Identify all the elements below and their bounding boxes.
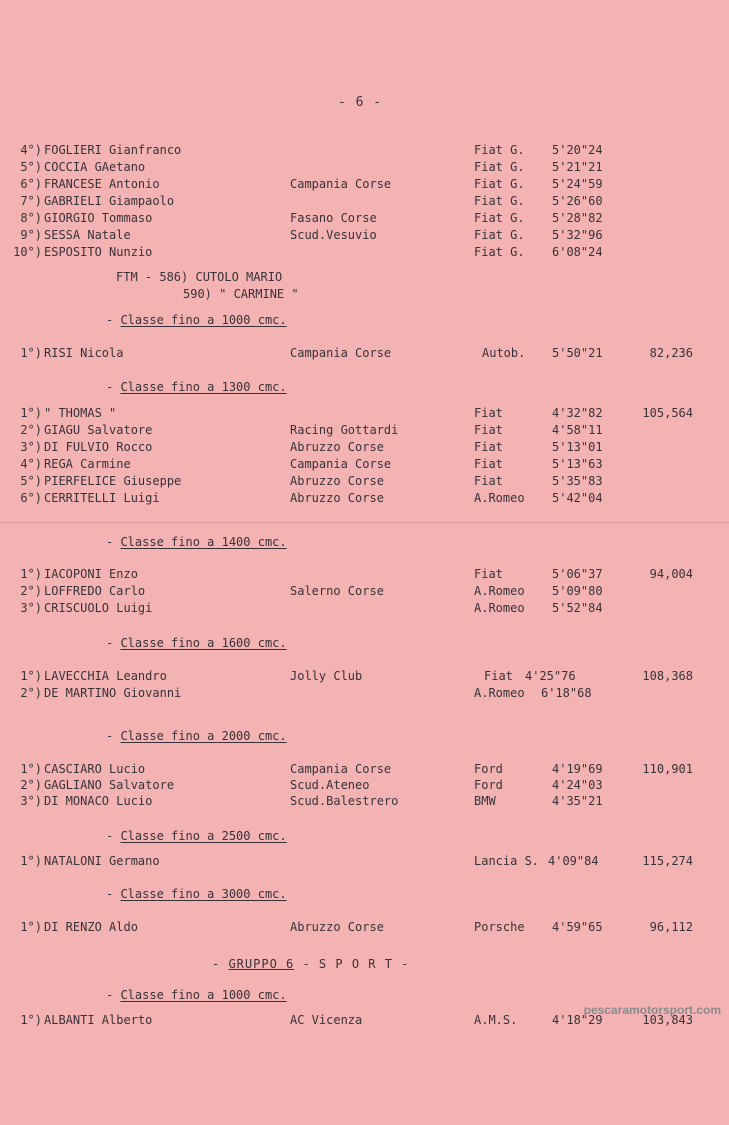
lap-time: 5'32"96 <box>552 228 603 242</box>
driver-name: GABRIELI Giampaolo <box>44 194 175 208</box>
car-model: Fiat G. <box>474 194 525 208</box>
team-name: Campania Corse <box>290 346 392 360</box>
driver-name: DI RENZO Aldo <box>44 920 138 934</box>
table-row <box>0 423 729 439</box>
team-name: Fasano Corse <box>290 211 377 225</box>
driver-name: RISI Nicola <box>44 346 124 360</box>
position: 10°) <box>13 245 42 259</box>
car-model: Fiat <box>474 440 503 454</box>
team-name: AC Vicenza <box>290 1013 363 1027</box>
position: 2°) <box>20 423 42 437</box>
lap-time: 5'35"83 <box>552 474 603 488</box>
team-name: Racing Gottardi <box>290 423 399 437</box>
driver-name: LOFFREDO Carlo <box>44 584 146 598</box>
avg-speed: 103,843 <box>642 1013 693 1027</box>
lap-time: 4'24"03 <box>552 778 603 792</box>
table-row <box>0 406 729 422</box>
team-name: Abruzzo Corse <box>290 920 384 934</box>
heading-dash: - <box>106 636 121 650</box>
driver-name: CASCIARO Lucio <box>44 762 146 776</box>
table-row <box>0 143 729 159</box>
driver-name: LAVECCHIA Leandro <box>44 669 167 683</box>
heading-title: Classe fino a 3000 cmc. <box>120 887 287 901</box>
lap-time: 4'09"84 <box>548 854 599 868</box>
position: 5°) <box>20 474 42 488</box>
table-row <box>0 762 729 778</box>
team-name: Abruzzo Corse <box>290 440 384 454</box>
heading-title: Classe fino a 1400 cmc. <box>120 535 287 549</box>
driver-name: DE MARTINO Giovanni <box>44 686 182 700</box>
page-number: - 6 - <box>338 95 383 110</box>
table-row <box>0 686 729 702</box>
lap-time: 5'21"21 <box>552 160 603 174</box>
position: 9°) <box>20 228 42 242</box>
lap-time: 4'25"76 <box>525 669 576 683</box>
position: 1°) <box>20 1013 42 1027</box>
car-model: Fiat <box>474 406 503 420</box>
avg-speed: 82,236 <box>649 346 693 360</box>
heading-title: Classe fino a 2500 cmc. <box>120 829 287 843</box>
group-title: GRUPPO 6 <box>228 957 295 971</box>
car-model: A.Romeo <box>474 584 525 598</box>
table-row <box>0 211 729 227</box>
driver-name: " THOMAS " <box>44 406 117 420</box>
table-row <box>0 584 729 600</box>
driver-name: GAGLIANO Salvatore <box>44 778 175 792</box>
lap-time: 5'09"80 <box>552 584 603 598</box>
avg-speed: 108,368 <box>642 669 693 683</box>
lap-time: 5'20"24 <box>552 143 603 157</box>
team-name: Abruzzo Corse <box>290 474 384 488</box>
position: 1°) <box>20 762 42 776</box>
ftm-line-2: 590) " CARMINE " <box>183 287 299 301</box>
lap-time: 4'35"21 <box>552 794 603 808</box>
position: 3°) <box>20 440 42 454</box>
driver-name: SESSA Natale <box>44 228 131 242</box>
lap-time: 5'52"84 <box>552 601 603 615</box>
position: 3°) <box>20 601 42 615</box>
watermark: pescaramotorsport.com <box>583 1003 721 1017</box>
lap-time: 4'19"69 <box>552 762 603 776</box>
table-row <box>0 245 729 261</box>
group-subtitle: - S P O R T - <box>294 957 410 971</box>
heading-dash: - <box>106 829 121 843</box>
car-model: Fiat <box>474 423 503 437</box>
team-name: Campania Corse <box>290 457 392 471</box>
car-model: Fiat G. <box>474 177 525 191</box>
team-name: Scud.Vesuvio <box>290 228 377 242</box>
class-heading <box>106 829 287 843</box>
driver-name: ALBANTI Alberto <box>44 1013 153 1027</box>
driver-name: GIORGIO Tommaso <box>44 211 153 225</box>
team-name: Campania Corse <box>290 762 392 776</box>
class-heading <box>106 313 287 327</box>
table-row <box>0 228 729 244</box>
car-model: Fiat G. <box>474 143 525 157</box>
table-row <box>0 794 729 810</box>
lap-time: 6'08"24 <box>552 245 603 259</box>
heading-dash: - <box>106 380 121 394</box>
car-model: Fiat <box>474 457 503 471</box>
heading-dash: - <box>106 988 121 1002</box>
position: 8°) <box>20 211 42 225</box>
position: 1°) <box>20 669 42 683</box>
lap-time: 5'28"82 <box>552 211 603 225</box>
lap-time: 4'32"82 <box>552 406 603 420</box>
car-model: Fiat <box>474 474 503 488</box>
avg-speed: 110,901 <box>642 762 693 776</box>
team-name: Jolly Club <box>290 669 363 683</box>
class-heading <box>106 988 287 1002</box>
car-model: Fiat <box>484 669 513 683</box>
car-model: Fiat G. <box>474 211 525 225</box>
driver-name: FOGLIERI Gianfranco <box>44 143 182 157</box>
position: 1°) <box>20 920 42 934</box>
table-row <box>0 778 729 794</box>
driver-name: IACOPONI Enzo <box>44 567 138 581</box>
class-heading <box>106 380 287 394</box>
car-model: Fiat G. <box>474 160 525 174</box>
class-heading <box>106 535 287 549</box>
heading-dash: - <box>106 313 121 327</box>
lap-time: 4'59"65 <box>552 920 603 934</box>
heading-dash: - <box>106 535 121 549</box>
driver-name: ESPOSITO Nunzio <box>44 245 153 259</box>
table-row <box>0 160 729 176</box>
driver-name: NATALONI Germano <box>44 854 160 868</box>
team-name: Campania Corse <box>290 177 392 191</box>
position: 5°) <box>20 160 42 174</box>
class-heading <box>106 636 287 650</box>
heading-title: Classe fino a 2000 cmc. <box>120 729 287 743</box>
position: 1°) <box>20 406 42 420</box>
car-model: A.M.S. <box>474 1013 518 1027</box>
table-row <box>0 457 729 473</box>
heading-title: Classe fino a 1000 cmc. <box>120 988 287 1002</box>
table-row <box>0 474 729 490</box>
car-model: BMW <box>474 794 496 808</box>
driver-name: DI FULVIO Rocco <box>44 440 153 454</box>
team-name: Scud.Ateneo <box>290 778 370 792</box>
position: 1°) <box>20 854 42 868</box>
lap-time: 4'58"11 <box>552 423 603 437</box>
ftm-line-1: FTM - 586) CUTOLO MARIO <box>116 270 283 284</box>
avg-speed: 94,004 <box>649 567 693 581</box>
table-row <box>0 440 729 456</box>
avg-speed: 105,564 <box>642 406 693 420</box>
heading-title: Classe fino a 1300 cmc. <box>120 380 287 394</box>
class-heading <box>106 729 287 743</box>
driver-name: COCCIA GAetano <box>44 160 146 174</box>
driver-name: FRANCESE Antonio <box>44 177 160 191</box>
driver-name: GIAGU Salvatore <box>44 423 153 437</box>
position: 3°) <box>20 794 42 808</box>
team-name: Abruzzo Corse <box>290 491 384 505</box>
heading-dash: - <box>106 887 121 901</box>
lap-time: 5'24"59 <box>552 177 603 191</box>
driver-name: REGA Carmine <box>44 457 131 471</box>
team-name: Salerno Corse <box>290 584 384 598</box>
group-heading <box>212 957 409 971</box>
heading-title: Classe fino a 1600 cmc. <box>120 636 287 650</box>
team-name: Scud.Balestrero <box>290 794 399 808</box>
position: 2°) <box>20 584 42 598</box>
table-row <box>0 854 729 870</box>
lap-time: 4'18"29 <box>552 1013 603 1027</box>
driver-name: PIERFELICE Giuseppe <box>44 474 182 488</box>
lap-time: 6'18"68 <box>541 686 592 700</box>
group-dash: - <box>212 957 229 971</box>
position: 7°) <box>20 194 42 208</box>
car-model: Fiat G. <box>474 245 525 259</box>
position: 1°) <box>20 346 42 360</box>
position: 1°) <box>20 567 42 581</box>
car-model: Autob. <box>482 346 526 360</box>
lap-time: 5'06"37 <box>552 567 603 581</box>
driver-name: DI MONACO Lucio <box>44 794 153 808</box>
lap-time: 5'13"63 <box>552 457 603 471</box>
table-row <box>0 920 729 936</box>
car-model: Ford <box>474 778 503 792</box>
lap-time: 5'42"04 <box>552 491 603 505</box>
table-row <box>0 177 729 193</box>
table-row <box>0 491 729 507</box>
car-model: Porsche <box>474 920 525 934</box>
heading-dash: - <box>106 729 121 743</box>
class-heading <box>106 887 287 901</box>
car-model: Lancia S. <box>474 854 540 868</box>
position: 4°) <box>20 457 42 471</box>
car-model: Fiat <box>474 567 503 581</box>
position: 2°) <box>20 686 42 700</box>
car-model: A.Romeo <box>474 686 525 700</box>
table-row <box>0 194 729 210</box>
position: 6°) <box>20 491 42 505</box>
table-row <box>0 601 729 617</box>
position: 4°) <box>20 143 42 157</box>
position: 6°) <box>20 177 42 191</box>
table-row <box>0 567 729 583</box>
position: 2°) <box>20 778 42 792</box>
avg-speed: 96,112 <box>649 920 693 934</box>
lap-time: 5'13"01 <box>552 440 603 454</box>
lap-time: 5'26"60 <box>552 194 603 208</box>
paper-fold <box>0 522 729 523</box>
heading-title: Classe fino a 1000 cmc. <box>120 313 287 327</box>
car-model: A.Romeo <box>474 491 525 505</box>
table-row <box>0 346 729 362</box>
lap-time: 5'50"21 <box>552 346 603 360</box>
table-row <box>0 669 729 685</box>
car-model: Ford <box>474 762 503 776</box>
driver-name: CERRITELLI Luigi <box>44 491 160 505</box>
car-model: A.Romeo <box>474 601 525 615</box>
avg-speed: 115,274 <box>642 854 693 868</box>
car-model: Fiat G. <box>474 228 525 242</box>
driver-name: CRISCUOLO Luigi <box>44 601 153 615</box>
